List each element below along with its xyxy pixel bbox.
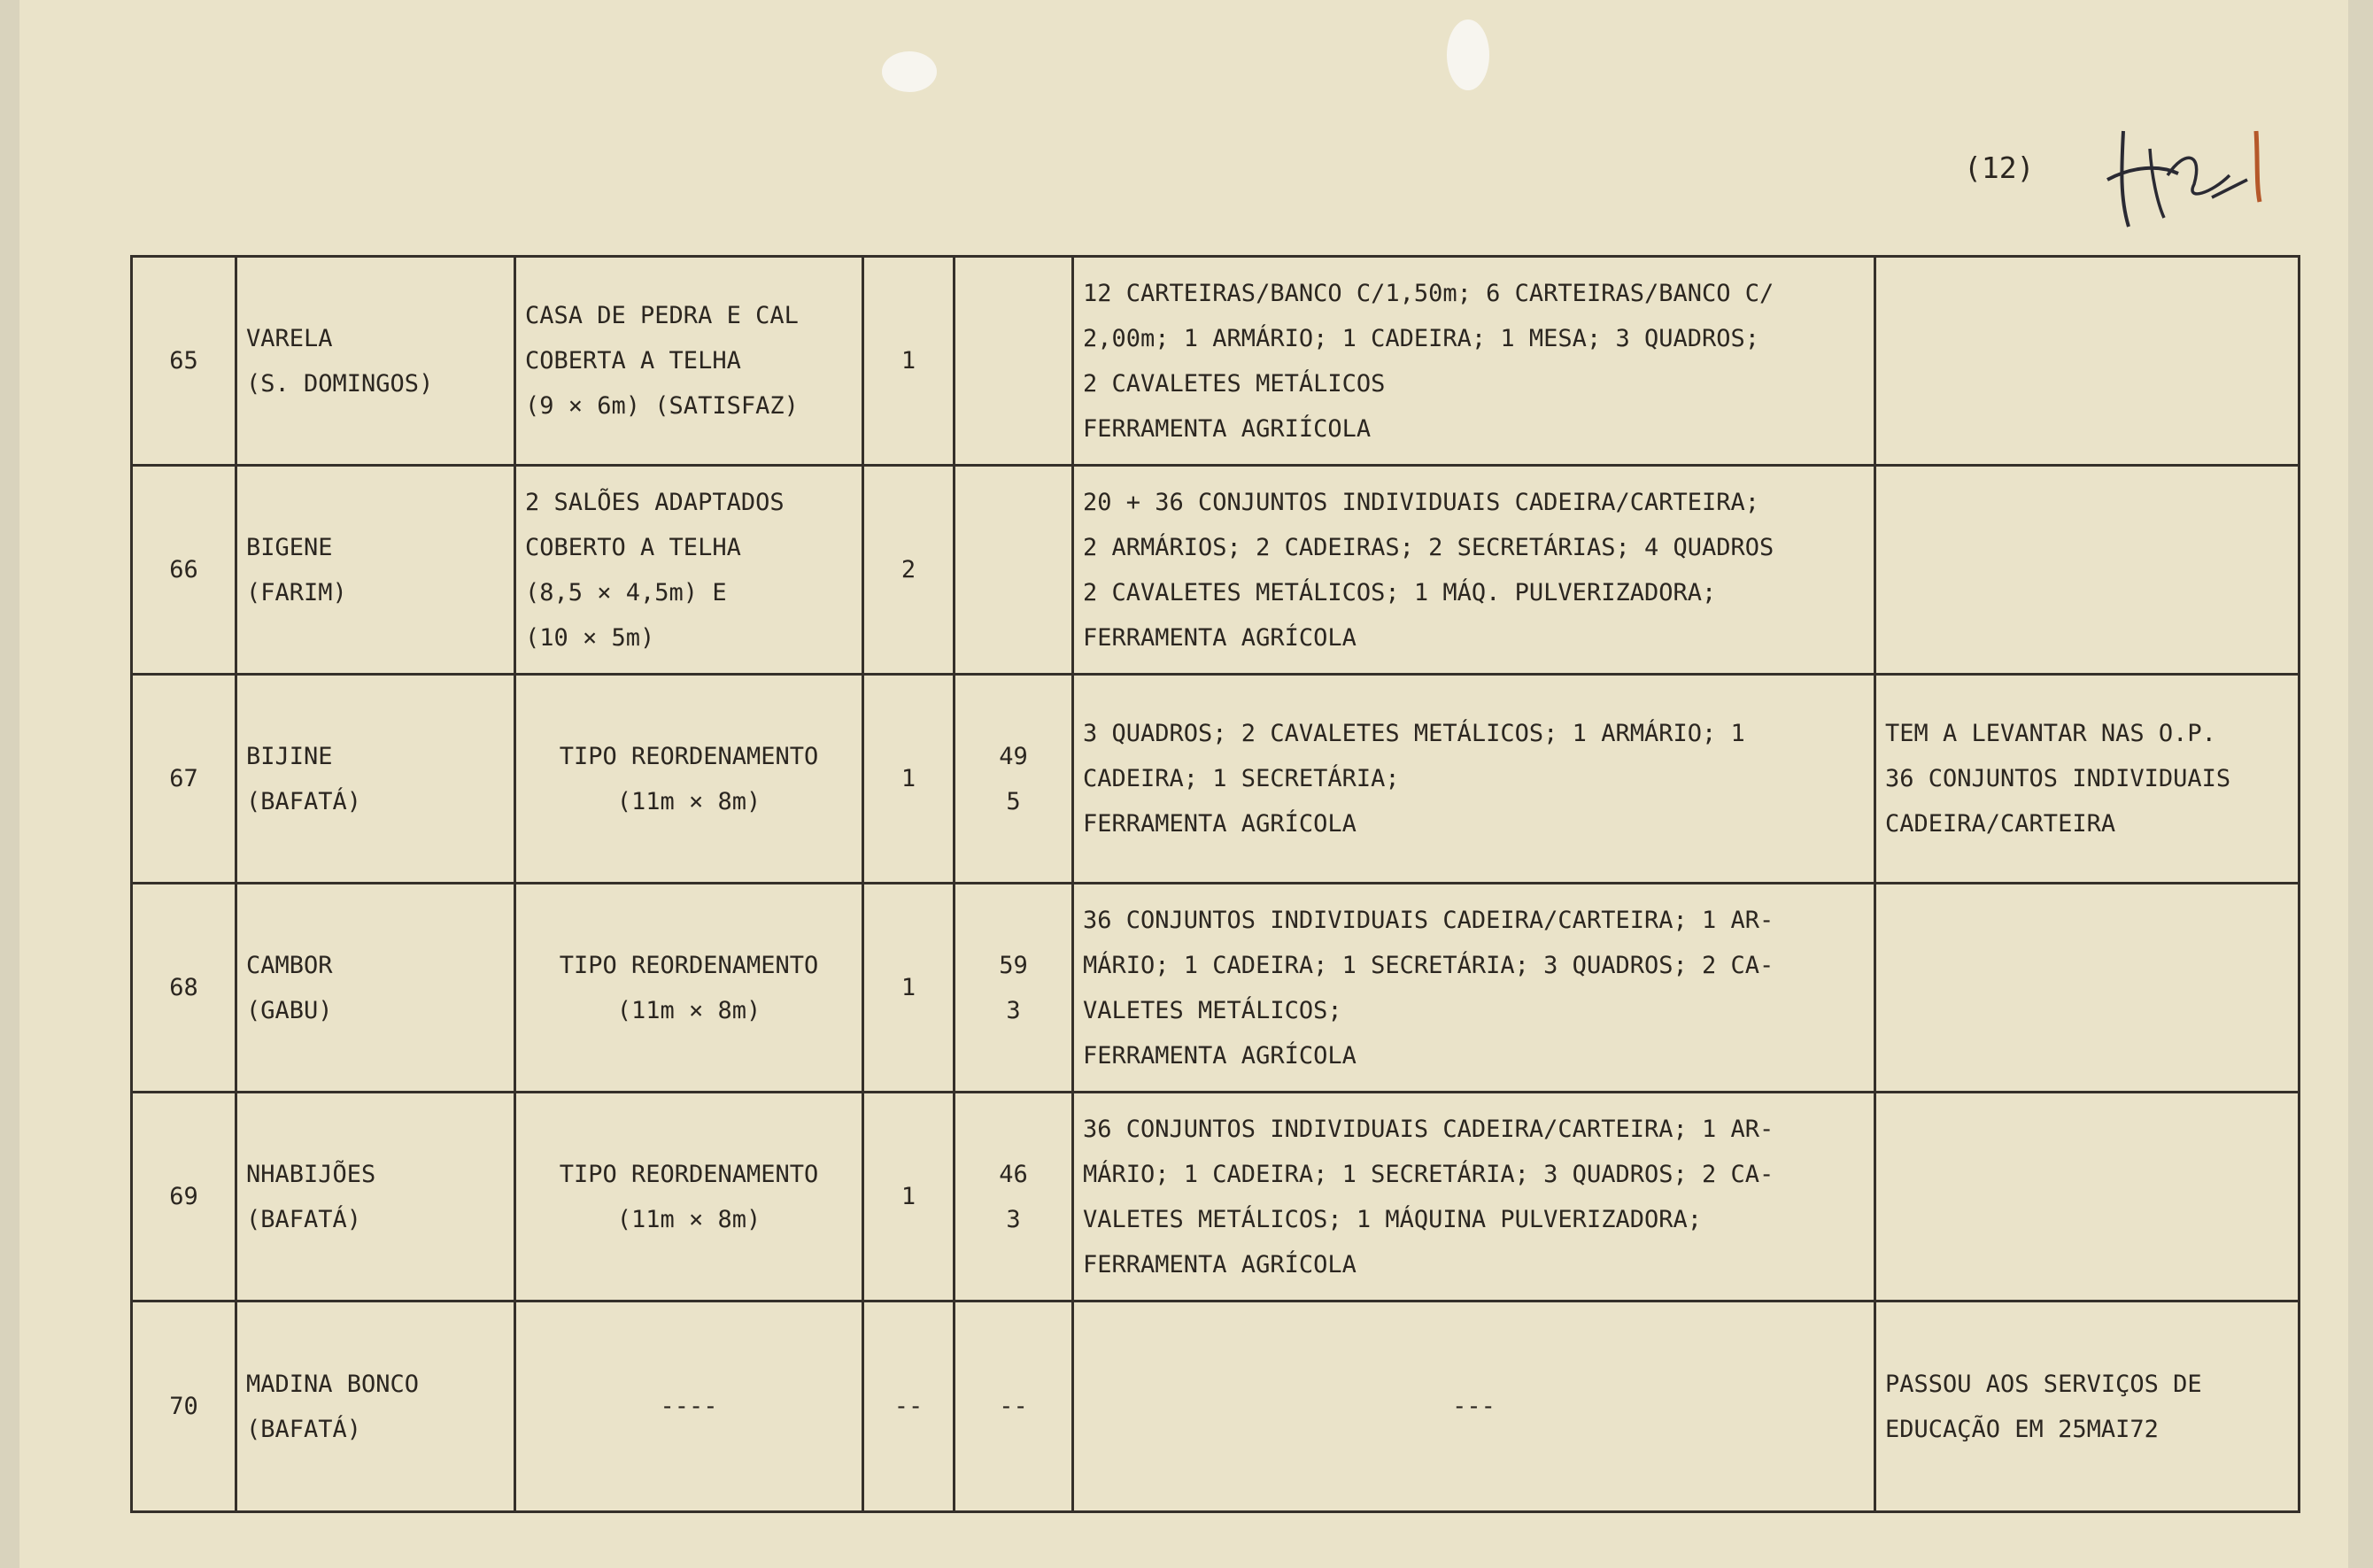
- place-line: CAMBOR: [246, 951, 333, 979]
- place-line: (BAFATÁ): [246, 1415, 362, 1443]
- rooms-value: 2: [901, 556, 916, 583]
- building-line: (8,5 × 4,5m) E: [525, 578, 727, 606]
- punch-hole-right: [1447, 19, 1489, 90]
- rooms-cell: [863, 884, 955, 1093]
- place-line: (BAFATÁ): [246, 787, 362, 815]
- building-cell: [515, 675, 863, 884]
- rooms-value: 1: [901, 974, 916, 1001]
- pupils-cell: [955, 1302, 1073, 1512]
- pupils-cell: [955, 466, 1073, 675]
- building-line: TIPO REORDENAMENTO: [559, 1160, 819, 1188]
- notes-cell: [1875, 884, 2300, 1093]
- place-line: MADINA BONCO: [246, 1370, 420, 1398]
- equipment-line: ---: [1452, 1393, 1496, 1420]
- row-number-cell: [132, 675, 236, 884]
- building-line: (11m × 8m): [616, 996, 761, 1024]
- equipment-cell: [1073, 257, 1875, 466]
- table-row: [132, 675, 2300, 884]
- row-number-cell: [132, 1093, 236, 1302]
- place-line: (GABU): [246, 996, 333, 1024]
- equipment-cell: [1073, 675, 1875, 884]
- building-line: TIPO REORDENAMENTO: [559, 951, 819, 979]
- equipment-line: 36 CONJUNTOS INDIVIDUAIS CADEIRA/CARTEIRA; 1 AR-: [1083, 906, 1774, 934]
- row-number: 67: [169, 765, 198, 792]
- rooms-cell: [863, 675, 955, 884]
- equipment-line: FERRAMENTA AGRÍCOLA: [1083, 810, 1357, 838]
- row-number: 65: [169, 347, 198, 375]
- notes-line: CADEIRA/CARTEIRA: [1885, 810, 2116, 838]
- building-line: (11m × 8m): [616, 1205, 761, 1233]
- place-line: (FARIM): [246, 578, 347, 606]
- notes-cell: [1875, 1302, 2300, 1512]
- table-row: [132, 257, 2300, 466]
- rooms-value: --: [893, 1393, 924, 1420]
- table-row: [132, 1093, 2300, 1302]
- building-cell: [515, 1302, 863, 1512]
- building-line: COBERTO A TELHA: [525, 533, 741, 561]
- equipment-line: VALETES METÁLICOS;: [1083, 996, 1342, 1024]
- place-cell: [236, 1302, 515, 1512]
- pupils-cell: [955, 675, 1073, 884]
- building-line: (11m × 8m): [616, 787, 761, 815]
- table-row: [132, 466, 2300, 675]
- place-cell: [236, 466, 515, 675]
- notes-cell: [1875, 675, 2300, 884]
- place-cell: [236, 257, 515, 466]
- building-cell: [515, 466, 863, 675]
- equipment-cell: [1073, 1093, 1875, 1302]
- building-cell: [515, 884, 863, 1093]
- equipment-line: 12 CARTEIRAS/BANCO C/1,50m; 6 CARTEIRAS/BANCO C/: [1083, 279, 1774, 307]
- table-row: [132, 884, 2300, 1093]
- place-line: (S. DOMINGOS): [246, 369, 434, 398]
- equipment-line: FERRAMENTA AGRIÍCOLA: [1083, 414, 1372, 443]
- rooms-cell: [863, 257, 955, 466]
- equipment-line: 2 CAVALETES METÁLICOS; 1 MÁQ. PULVERIZADORA;: [1083, 578, 1717, 606]
- rooms-cell: [863, 466, 955, 675]
- rooms-value: 1: [901, 347, 916, 375]
- inventory-table: [130, 255, 2300, 1513]
- notes-line: EDUCAÇÃO EM 25MAI72: [1885, 1415, 2159, 1443]
- pupils-value: 46: [999, 1160, 1028, 1188]
- document-sheet: [19, 0, 2348, 1568]
- equipment-line: FERRAMENTA AGRÍCOLA: [1083, 1041, 1357, 1070]
- equipment-line: MÁRIO; 1 CADEIRA; 1 SECRETÁRIA; 3 QUADROS; 2 CA-: [1083, 951, 1774, 979]
- rooms-value: 1: [901, 1183, 916, 1210]
- pupils-value: 59: [999, 951, 1028, 979]
- row-number-cell: [132, 257, 236, 466]
- place-line: NHABIJÕES: [246, 1160, 376, 1188]
- pupils-value: 3: [1006, 1205, 1021, 1233]
- row-number-cell: [132, 466, 236, 675]
- row-number: 69: [169, 1183, 198, 1210]
- building-cell: [515, 1093, 863, 1302]
- equipment-line: CADEIRA; 1 SECRETÁRIA;: [1083, 765, 1400, 792]
- row-number: 68: [169, 974, 198, 1001]
- rooms-cell: [863, 1302, 955, 1512]
- building-cell: [515, 257, 863, 466]
- pupils-cell: [955, 257, 1073, 466]
- place-cell: [236, 884, 515, 1093]
- pupils-value: 3: [1006, 996, 1021, 1024]
- building-line: (9 × 6m) (SATISFAZ): [525, 392, 799, 420]
- pupils-value: --: [999, 1393, 1028, 1420]
- building-line: COBERTA A TELHA: [525, 347, 741, 375]
- place-line: BIJINE: [246, 742, 333, 770]
- place-line: VARELA: [246, 324, 333, 352]
- pupils-value: 5: [1006, 787, 1021, 815]
- notes-line: PASSOU AOS SERVIÇOS DE: [1885, 1370, 2202, 1398]
- equipment-line: 2 ARMÁRIOS; 2 CADEIRAS; 2 SECRETÁRIAS; 4 QUADROS: [1083, 533, 1774, 561]
- place-cell: [236, 1093, 515, 1302]
- equipment-cell: [1073, 884, 1875, 1093]
- notes-line: 36 CONJUNTOS INDIVIDUAIS: [1885, 765, 2231, 792]
- rooms-value: 1: [901, 765, 916, 792]
- row-number: 66: [169, 556, 198, 583]
- table-row: [132, 1302, 2300, 1512]
- punch-hole-left: [882, 51, 937, 92]
- place-line: (BAFATÁ): [246, 1205, 362, 1233]
- equipment-line: 20 + 36 CONJUNTOS INDIVIDUAIS CADEIRA/CARTEIRA;: [1083, 488, 1760, 516]
- equipment-line: 2,00m; 1 ARMÁRIO; 1 CADEIRA; 1 MESA; 3 QUADROS;: [1083, 324, 1760, 352]
- place-cell: [236, 675, 515, 884]
- building-line: (10 × 5m): [525, 623, 655, 652]
- equipment-line: 3 QUADROS; 2 CAVALETES METÁLICOS; 1 ARMÁRIO; 1: [1083, 720, 1745, 747]
- building-line: 2 SALÕES ADAPTADOS: [525, 488, 785, 516]
- building-line: CASA DE PEDRA E CAL: [525, 302, 799, 329]
- rooms-cell: [863, 1093, 955, 1302]
- equipment-line: FERRAMENTA AGRÍCOLA: [1083, 623, 1357, 652]
- table-body: [132, 257, 2300, 1512]
- handwritten-signature: [2097, 113, 2292, 246]
- equipment-cell: [1073, 1302, 1875, 1512]
- pupils-cell: [955, 1093, 1073, 1302]
- page-number: (12): [1964, 151, 2035, 185]
- notes-cell: [1875, 1093, 2300, 1302]
- row-number-cell: [132, 1302, 236, 1512]
- pupils-cell: [955, 884, 1073, 1093]
- equipment-line: MÁRIO; 1 CADEIRA; 1 SECRETÁRIA; 3 QUADROS; 2 CA-: [1083, 1160, 1774, 1188]
- notes-cell: [1875, 257, 2300, 466]
- row-number-cell: [132, 884, 236, 1093]
- place-line: BIGENE: [246, 533, 333, 561]
- notes-line: TEM A LEVANTAR NAS O.P.: [1885, 720, 2216, 747]
- pupils-value: 49: [999, 742, 1028, 770]
- notes-cell: [1875, 466, 2300, 675]
- equipment-line: VALETES METÁLICOS; 1 MÁQUINA PULVERIZADORA;: [1083, 1205, 1702, 1233]
- equipment-line: 36 CONJUNTOS INDIVIDUAIS CADEIRA/CARTEIRA; 1 AR-: [1083, 1115, 1774, 1143]
- building-line: TIPO REORDENAMENTO: [559, 742, 819, 770]
- equipment-line: 2 CAVALETES METÁLICOS: [1083, 369, 1386, 398]
- building-line: ----: [660, 1393, 718, 1420]
- row-number: 70: [169, 1393, 198, 1420]
- equipment-line: FERRAMENTA AGRÍCOLA: [1083, 1250, 1357, 1278]
- equipment-cell: [1073, 466, 1875, 675]
